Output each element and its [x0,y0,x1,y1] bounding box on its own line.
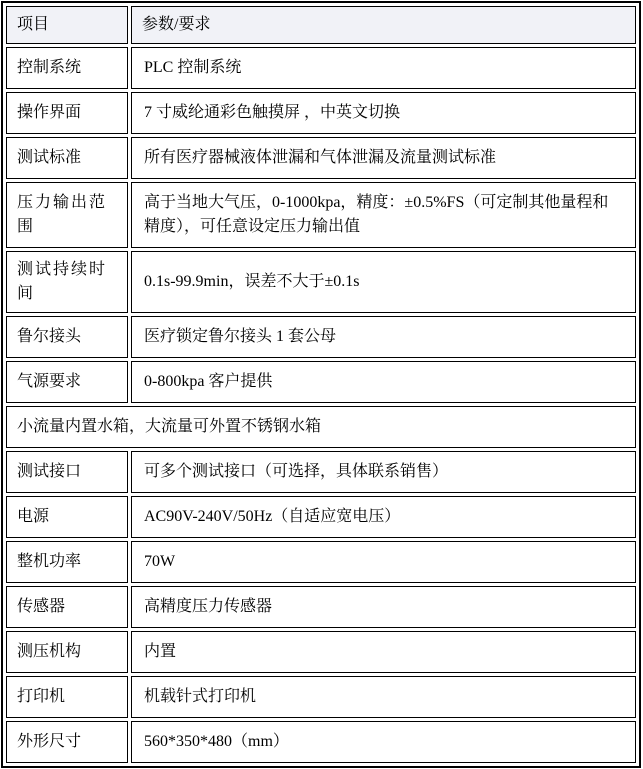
spec-item-cell: 整机功率 [6,541,128,583]
spec-item-cell: 测试接口 [6,451,128,493]
table-row-merged [6,406,636,448]
spec-table [1,1,641,768]
spec-value-cell: 70W [131,541,636,583]
spec-item-cell: 外形尺寸 [6,721,128,763]
spec-value-cell: PLC 控制系统 [131,47,636,89]
spec-value-cell: 高精度压力传感器 [131,586,636,628]
spec-value-cell: AC90V-240V/50Hz（自适应宽电压） [131,496,636,538]
spec-value-cell: 内置 [131,631,636,673]
table-row [6,316,636,358]
column-header-item: 项目 [6,6,128,44]
table-row [6,676,636,718]
spec-value-cell: 高于当地大气压，0-1000kpa，精度：±0.5%FS（可定制其他量程和精度），可任意设定压力输出值 [131,182,636,248]
table-row [6,182,636,248]
spec-item-cell: 打印机 [6,676,128,718]
table-row [6,137,636,179]
spec-item-cell: 鲁尔接头 [6,316,128,358]
spec-value-cell: 机载针式打印机 [131,676,636,718]
spec-item-cell: 测压机构 [6,631,128,673]
spec-item-cell: 气源要求 [6,361,128,403]
column-header-params: 参数/要求 [131,6,636,44]
spec-value-cell: 所有医疗器械液体泄漏和气体泄漏及流量测试标准 [131,137,636,179]
spec-item-cell: 测试标准 [6,137,128,179]
spec-merged-cell: 小流量内置水箱，大流量可外置不锈钢水箱 [6,406,636,448]
table-row [6,496,636,538]
table-row [6,251,636,313]
spec-value-cell: 可多个测试接口（可选择，具体联系销售） [131,451,636,493]
table-row [6,92,636,134]
spec-value-cell: 医疗锁定鲁尔接头 1 套公母 [131,316,636,358]
spec-item-cell: 传感器 [6,586,128,628]
table-row [6,361,636,403]
spec-value-cell: 560*350*480（mm） [131,721,636,763]
table-row [6,451,636,493]
spec-value-cell: 0-800kpa 客户提供 [131,361,636,403]
spec-item-cell: 压力输出范围 [6,182,128,248]
table-row [6,631,636,673]
table-row [6,586,636,628]
spec-value-cell: 0.1s-99.9min，误差不大于±0.1s [131,251,636,313]
spec-value-cell: 7 寸威纶通彩色触摸屏 ，中英文切换 [131,92,636,134]
spec-item-cell: 操作界面 [6,92,128,134]
table-row [6,541,636,583]
table-row [6,721,636,763]
spec-item-cell: 控制系统 [6,47,128,89]
spec-item-cell: 测试持续时间 [6,251,128,313]
spec-item-cell: 电源 [6,496,128,538]
table-header-row [6,6,636,44]
table-row [6,47,636,89]
